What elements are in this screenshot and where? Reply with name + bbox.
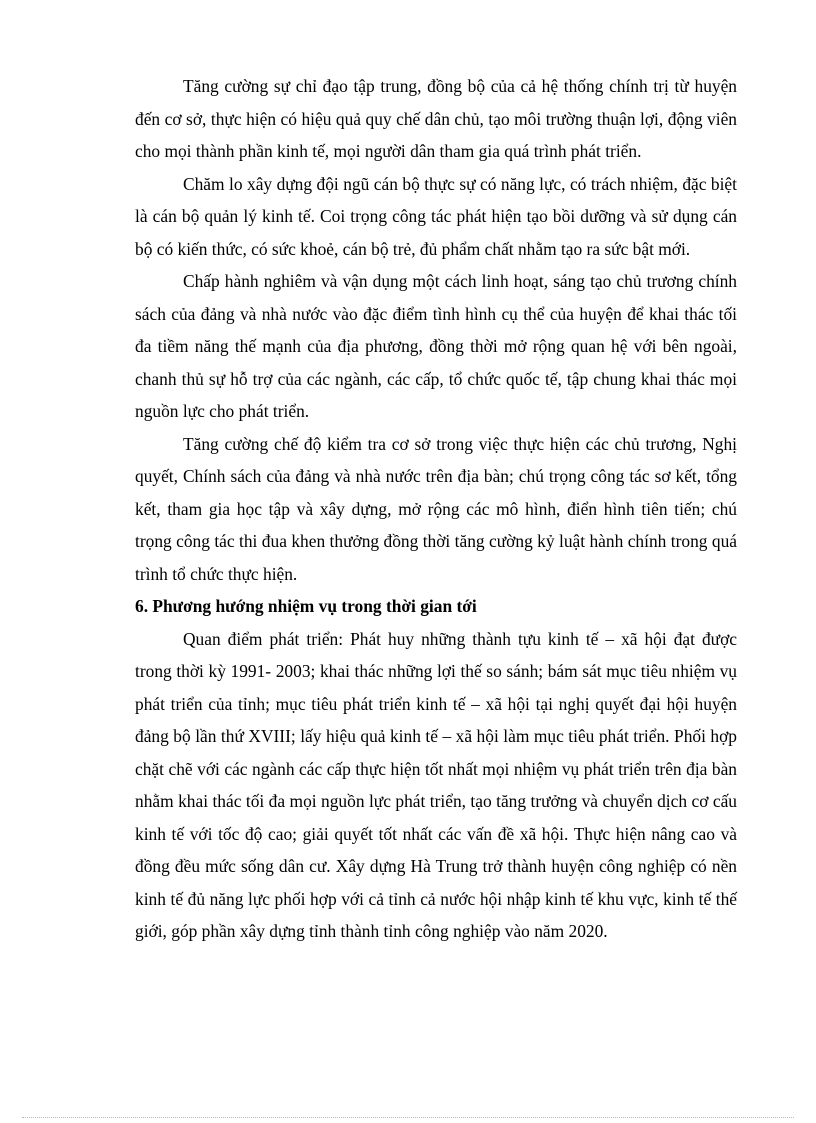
paragraph-cadre-building: Chăm lo xây dựng đội ngũ cán bộ thực sự có năng lực, có trách nhiệm, đặc biệt là cán bộ quản lý kinh tế. Coi trọng công tác phát hiện tạo bồi dưỡng và sử dụng cán bộ có kiến thức, có sức khoẻ, cán bộ trẻ, đủ phẩm chất nhằm tạo ra sức bật mới. [135, 173, 737, 259]
section-heading: 6. Phương hướng nhiệm vụ trong thời gian tới [135, 596, 477, 616]
paragraph-inspection: Tăng cường chế độ kiểm tra cơ sở trong việc thực hiện các chủ trương, Nghị quyết, Chính sách của đảng và nhà nước trên địa bàn; chú trọng công tác sơ kết, tổng kết, tham gia học tập và xây dựng, mở rộng các mô hình, điển hình tiên tiến; chú trọng công tác thi đua khen thưởng đồng thời tăng cường kỷ luật hành chính trong quá trình tổ chức thực hiện. [135, 433, 737, 584]
footer-divider [22, 1117, 794, 1118]
page-body [135, 70, 737, 948]
paragraph-development-viewpoint: Quan điểm phát triển: Phát huy những thành tựu kinh tế – xã hội đạt được trong thời kỳ 1991- 2003; khai thác những lợi thế so sánh; bám sát mục tiêu nhiệm vụ phát triển của tỉnh; mục tiêu phát triển kinh tế – xã hội tại nghị quyết đại hội huyện đảng bộ lần thứ XVIII; lấy hiệu quả kinh tế – xã hội làm mục tiêu phát triển. Phối hợp chặt chẽ với các ngành các cấp thực hiện tốt nhất mọi nhiệm vụ phát triển trên địa bàn nhằm khai thác tối đa mọi nguồn lực phát triển, tạo tăng trưởng và chuyển dịch cơ cấu kinh tế với tốc độ cao; giải quyết tốt nhất các vấn đề xã hội. Thực hiện nâng cao và đồng đều mức sống dân cư. Xây dựng Hà Trung trở thành huyện công nghiệp có nền kinh tế đủ năng lực phối hợp với cả tỉnh cả nước hội nhập kinh tế khu vực, kinh tế thế giới, góp phần xây dựng tỉnh thành tỉnh công nghiệp vào năm 2020. [135, 628, 737, 941]
paragraph-policy-implementation: Chấp hành nghiêm và vận dụng một cách linh hoạt, sáng tạo chủ trương chính sách của đảng và nhà nước vào đặc điểm tình hình cụ thể của huyện để khai thác tối đa tiềm năng thế mạnh của địa phương, đồng thời mở rộng quan hệ với bên ngoài, chanh thủ sự hỗ trợ của các ngành, các cấp, tổ chức quốc tế, tập chung khai thác mọi nguồn lực cho phát triển. [135, 271, 737, 421]
paragraph-political-direction: Tăng cường sự chỉ đạo tập trung, đồng bộ của cả hệ thống chính trị từ huyện đến cơ sở, thực hiện có hiệu quả quy chế dân chủ, tạo môi trường thuận lợi, động viên cho mọi thành phần kinh tế, mọi người dân tham gia quá trình phát triển. [135, 76, 737, 161]
